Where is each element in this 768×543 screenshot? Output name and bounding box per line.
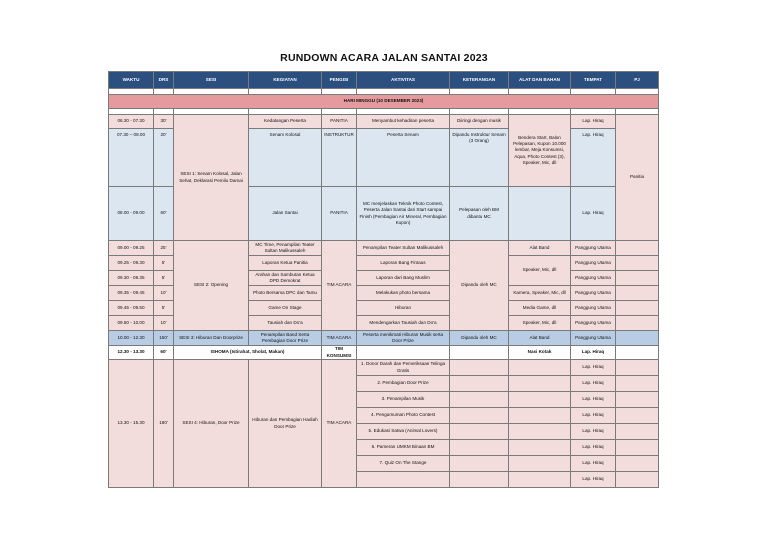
cell-aktivitas: 2. Pembagian Door Prize [357, 376, 450, 392]
cell-drs: 25' [154, 241, 174, 256]
cell-aktivitas: Menyambut kehadiran peserta [357, 115, 450, 129]
cell-drs: 60' [154, 346, 174, 360]
cell-keterangan [450, 424, 509, 440]
cell-aktivitas: 5. Edukasi Satwa (Animal Lovers) [357, 424, 450, 440]
table-row [109, 241, 659, 256]
cell-waktu: 08.00 - 09.00 [109, 187, 154, 241]
cell-waktu: 10.00 - 12.30 [109, 331, 154, 346]
cell-aktivitas: 7. Quiz On The Stange [357, 456, 450, 472]
cell-pj [616, 241, 659, 256]
day-row [109, 95, 659, 109]
cell-sesi: ISHOMA (Istirahat, Sholat, Makan) [174, 346, 322, 360]
cell-aktivitas: Laporan dari Bang Muslim [357, 271, 450, 286]
cell-keterangan [450, 392, 509, 408]
cell-kegiatan: Penampilan Band Serta Pembagian Door Prize [249, 331, 322, 346]
cell-kegiatan: Tausiah dan Do'a [249, 316, 322, 331]
col-alat: ALAT DAN BAHAN [509, 72, 571, 89]
cell-tempat: Panggung Utama [571, 316, 616, 331]
cell-pj [616, 271, 659, 286]
cell-kegiatan: MC Time, Penampilan Teater Sultan Malikussaleh [249, 241, 322, 256]
cell-pj [616, 456, 659, 472]
cell-pj: Panitia [616, 115, 659, 241]
cell-alat: Nasi Kotak [509, 346, 571, 360]
cell-tempat: Lap. Hiraq [571, 115, 616, 129]
cell-aktivitas: Hiburan [357, 301, 450, 316]
cell-keterangan [450, 456, 509, 472]
rundown-table [108, 71, 659, 488]
cell-waktu: 09.50 - 10.00 [109, 316, 154, 331]
cell-pj [616, 392, 659, 408]
cell-aktivitas [357, 472, 450, 488]
cell-alat: Bendera Start, Balon Pelepasan, Kupon 10.000 lembar, Meja Konsumsi, Aqua, Photo Contest (3), Speaker, Mic, dll [509, 115, 571, 187]
cell-pj [616, 472, 659, 488]
cell-aktivitas: 6. Pameran UMKM Binaan BM [357, 440, 450, 456]
cell-keterangan: Dipandu Instruktur Senam (3 Orang) [450, 129, 509, 187]
cell-tempat: Panggung Utama [571, 331, 616, 346]
cell-pj [616, 440, 659, 456]
cell-pengisi: TIM KONSUMSI [322, 346, 357, 360]
cell-alat [509, 376, 571, 392]
cell-drs: 10' [154, 286, 174, 301]
cell-tempat: Lap. Hiraq [571, 346, 616, 360]
cell-tempat: Panggung Utama [571, 256, 616, 271]
cell-alat: Alat Band [509, 241, 571, 256]
cell-sesi: SESI 4: Hiburan, Door Prize [174, 360, 249, 488]
cell-tempat: Lap. Hiraq [571, 456, 616, 472]
cell-alat [509, 440, 571, 456]
table-row [109, 115, 659, 129]
cell-pj [616, 301, 659, 316]
cell-kegiatan: Arahan dan Sambutan Ketua DPD Demokrat [249, 271, 322, 286]
cell-keterangan [450, 408, 509, 424]
cell-alat: Speaker, Mic, dll [509, 316, 571, 331]
cell-alat [509, 424, 571, 440]
cell-keterangan [450, 360, 509, 376]
cell-drs: 10' [154, 316, 174, 331]
cell-tempat: Lap. Hiraq [571, 376, 616, 392]
cell-keterangan: Pelepasan oleh BM dibantu MC [450, 187, 509, 241]
cell-drs: 60' [154, 187, 174, 241]
cell-drs: 5' [154, 256, 174, 271]
cell-sesi: SESI 2: Opening [174, 241, 249, 331]
cell-keterangan: Dipandu oleh MC [450, 241, 509, 331]
cell-aktivitas: 1. Donor Darah dan Pemeriksaan Telinga Gratis [357, 360, 450, 376]
cell-alat [509, 408, 571, 424]
cell-kegiatan: Senam Kolosal [249, 129, 322, 187]
cell-waktu: 13.30 - 15.30 [109, 360, 154, 488]
cell-tempat: Lap. Hiraq [571, 440, 616, 456]
cell-tempat: Lap. Hiraq [571, 360, 616, 376]
cell-drs: 150' [154, 331, 174, 346]
col-sesi: SESI [174, 72, 249, 89]
cell-pj [616, 316, 659, 331]
cell-pj [616, 408, 659, 424]
cell-pengisi: PANITIA [322, 115, 357, 129]
cell-tempat: Panggung Utama [571, 301, 616, 316]
cell-tempat: Panggung Utama [571, 286, 616, 301]
cell-tempat: Lap. Hiraq [571, 424, 616, 440]
cell-drs: 5' [154, 271, 174, 286]
cell-tempat: Lap. Hiraq [571, 129, 616, 187]
cell-pj [616, 424, 659, 440]
cell-waktu: 06.30 - 07.30 [109, 115, 154, 129]
table-row [109, 331, 659, 346]
cell-keterangan [450, 376, 509, 392]
cell-alat [509, 360, 571, 376]
cell-aktivitas: Penampilan Teater Sultan Malikussaleh [357, 241, 450, 256]
col-pj: PJ [616, 72, 659, 89]
cell-kegiatan: Kedatangan Peserta [249, 115, 322, 129]
col-kegiatan: KEGIATAN [249, 72, 322, 89]
cell-keterangan: Diiringi dengan musik [450, 115, 509, 129]
cell-drs: 30' [154, 115, 174, 129]
cell-alat [509, 187, 571, 241]
col-drs: DRS [154, 72, 174, 89]
cell-keterangan: Dipandu oleh MC [450, 331, 509, 346]
cell-sesi: SESI 1: Senam Kolosal, Jalan Sehat, Deklarasi Pemilu Damai [174, 115, 249, 241]
cell-aktivitas: Melakukan photo bersama [357, 286, 450, 301]
cell-waktu: 09.35 - 09.45 [109, 286, 154, 301]
cell-pj [616, 346, 659, 360]
cell-aktivitas: Peserta menikmati Hiburan Musik serta Door Prize [357, 331, 450, 346]
cell-keterangan [450, 346, 509, 360]
cell-pj [616, 331, 659, 346]
cell-aktivitas: 4. Pengumuman Photo Contest [357, 408, 450, 424]
cell-pj [616, 256, 659, 271]
cell-waktu: 09.25 - 09.30 [109, 256, 154, 271]
cell-tempat: Lap. Hiraq [571, 472, 616, 488]
cell-alat [509, 472, 571, 488]
col-waktu: WAKTU [109, 72, 154, 89]
cell-aktivitas: 3. Penampilan Musik [357, 392, 450, 408]
cell-waktu: 09.45 - 09.50 [109, 301, 154, 316]
cell-drs: 20' [154, 129, 174, 187]
cell-pengisi: INSTRUKTUR [322, 129, 357, 187]
cell-pengisi: TIM ACARA [322, 331, 357, 346]
cell-tempat: Panggung Utama [571, 271, 616, 286]
cell-waktu: 09.00 - 09.25 [109, 241, 154, 256]
cell-alat: Speaker, Mic, dll [509, 256, 571, 286]
cell-keterangan [450, 472, 509, 488]
page-title: RUNDOWN ACARA JALAN SANTAI 2023 [280, 52, 488, 64]
cell-pengisi: TIM ACARA [322, 241, 357, 331]
cell-kegiatan: Jalan Santai [249, 187, 322, 241]
cell-alat [509, 392, 571, 408]
cell-aktivitas: Peserta Senam [357, 129, 450, 187]
table-row [109, 346, 659, 360]
day-label: HARI MINGGU (10 DESEMBER 2023) [109, 95, 659, 109]
cell-aktivitas [357, 346, 450, 360]
cell-waktu: 09.30 - 09.35 [109, 271, 154, 286]
cell-pj [616, 286, 659, 301]
cell-aktivitas: Mendengarkan Tausiah dan Do'a [357, 316, 450, 331]
col-tempat: TEMPAT [571, 72, 616, 89]
cell-kegiatan: Hiburan dan Pembagian Hadiah Door Prize [249, 360, 322, 488]
cell-sesi: SESI 3: Hiburan Dan Doorprize [174, 331, 249, 346]
cell-tempat: Panggung Utama [571, 241, 616, 256]
cell-pengisi: PANITIA [322, 187, 357, 241]
cell-tempat: Lap. Hiraq [571, 392, 616, 408]
cell-kegiatan: Game On Stage [249, 301, 322, 316]
cell-waktu: 07.30 – 08.00 [109, 129, 154, 187]
cell-pengisi: TIM ACARA [322, 360, 357, 488]
cell-drs: 180' [154, 360, 174, 488]
cell-alat [509, 456, 571, 472]
cell-pj [616, 376, 659, 392]
cell-alat: Media Game, dll [509, 301, 571, 316]
col-keterangan: KETERANGAN [450, 72, 509, 89]
cell-alat: Kamera, Speaker, Mic, dll [509, 286, 571, 301]
cell-keterangan [450, 440, 509, 456]
cell-kegiatan: Laporan Ketua Panitia [249, 256, 322, 271]
header-row [109, 72, 659, 89]
cell-pj [616, 360, 659, 376]
cell-aktivitas: MC menjelaskan Teknik Photo Contest, Peserta Jalan Santai dari Start sampai Finish (Pembagian Air Mineral, Pembagian Kupon) [357, 187, 450, 241]
col-pengisi: PENGISI [322, 72, 357, 89]
cell-tempat: Lap. Hiraq [571, 187, 616, 241]
cell-aktivitas: Laporan Bang Fintaus [357, 256, 450, 271]
cell-alat: Alat Band [509, 331, 571, 346]
col-aktivitas: AKTIVITAS [357, 72, 450, 89]
table-row [109, 360, 659, 376]
cell-waktu: 12.30 - 13.30 [109, 346, 154, 360]
cell-kegiatan: Photo Bersama DPC dan Tamu [249, 286, 322, 301]
cell-tempat: Lap. Hiraq [571, 408, 616, 424]
cell-drs: 5' [154, 301, 174, 316]
